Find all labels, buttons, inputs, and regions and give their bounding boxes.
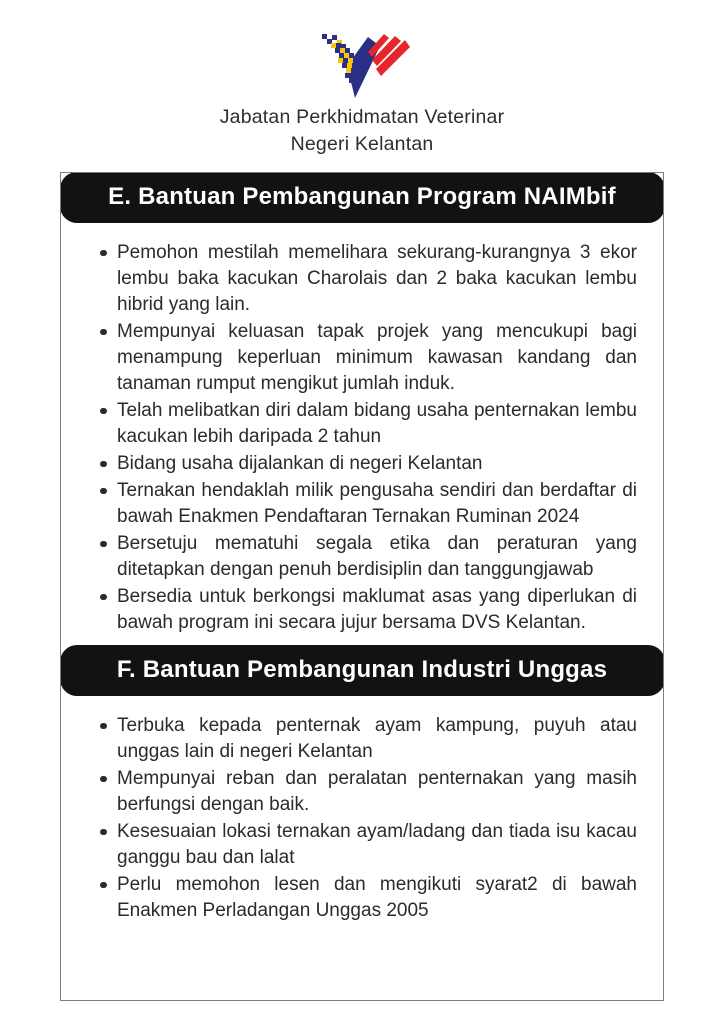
org-name-line2: Negeri Kelantan xyxy=(290,133,434,155)
list-item: Pemohon mestilah memelihara sekurang-kurangnya 3 ekor lembu baka kacukan Charolais dan 2 baka kacukan lembu hibrid yang lain. xyxy=(117,240,637,318)
dvs-logo xyxy=(0,0,724,102)
list-item: Ternakan hendaklah milik pengusaha sendiri dan berdaftar di bawah Enakmen Pendaftaran Ternakan Ruminan 2024 xyxy=(117,478,637,530)
org-name-line1: Jabatan Perkhidmatan Veterinar xyxy=(219,106,505,128)
content-card xyxy=(60,172,664,1001)
list-item: Mempunyai reban dan peralatan penternakan yang masih berfungsi dengan baik. xyxy=(117,766,637,818)
list-item: Mempunyai keluasan tapak projek yang mencukupi bagi menampung keperluan minimum kawasan kandang dan tanaman rumput mengikut jumlah induk. xyxy=(117,319,637,397)
list-item: Perlu memohon lesen dan mengikuti syarat2 di bawah Enakmen Perladangan Unggas 2005 xyxy=(117,872,637,924)
list-item: Terbuka kepada penternak ayam kampung, puyuh atau unggas lain di negeri Kelantan xyxy=(117,713,637,765)
org-name xyxy=(0,104,724,158)
list-item: Bersedia untuk berkongsi maklumat asas yang diperlukan di bawah program ini secara jujur bersama DVS Kelantan. xyxy=(117,584,637,636)
section-e-list xyxy=(61,223,663,636)
section-f-list xyxy=(61,696,663,924)
section-e-title: E. Bantuan Pembangunan Program NAIMbif xyxy=(108,183,616,210)
list-item: Bidang usaha dijalankan di negeri Kelantan xyxy=(117,451,637,477)
section-f-title: F. Bantuan Pembangunan Industri Unggas xyxy=(116,656,608,683)
dvs-logo-icon xyxy=(310,30,414,102)
list-item: Kesesuaian lokasi ternakan ayam/ladang dan tiada isu kacau ganggu bau dan lalat xyxy=(117,819,637,871)
list-item: Telah melibatkan diri dalam bidang usaha penternakan lembu kacukan lebih daripada 2 tahun xyxy=(117,398,637,450)
list-item: Bersetuju mematuhi segala etika dan peraturan yang ditetapkan dengan penuh berdisiplin dan tanggungjawab xyxy=(117,531,637,583)
section-e-header xyxy=(60,172,664,223)
section-f-header xyxy=(60,645,664,696)
